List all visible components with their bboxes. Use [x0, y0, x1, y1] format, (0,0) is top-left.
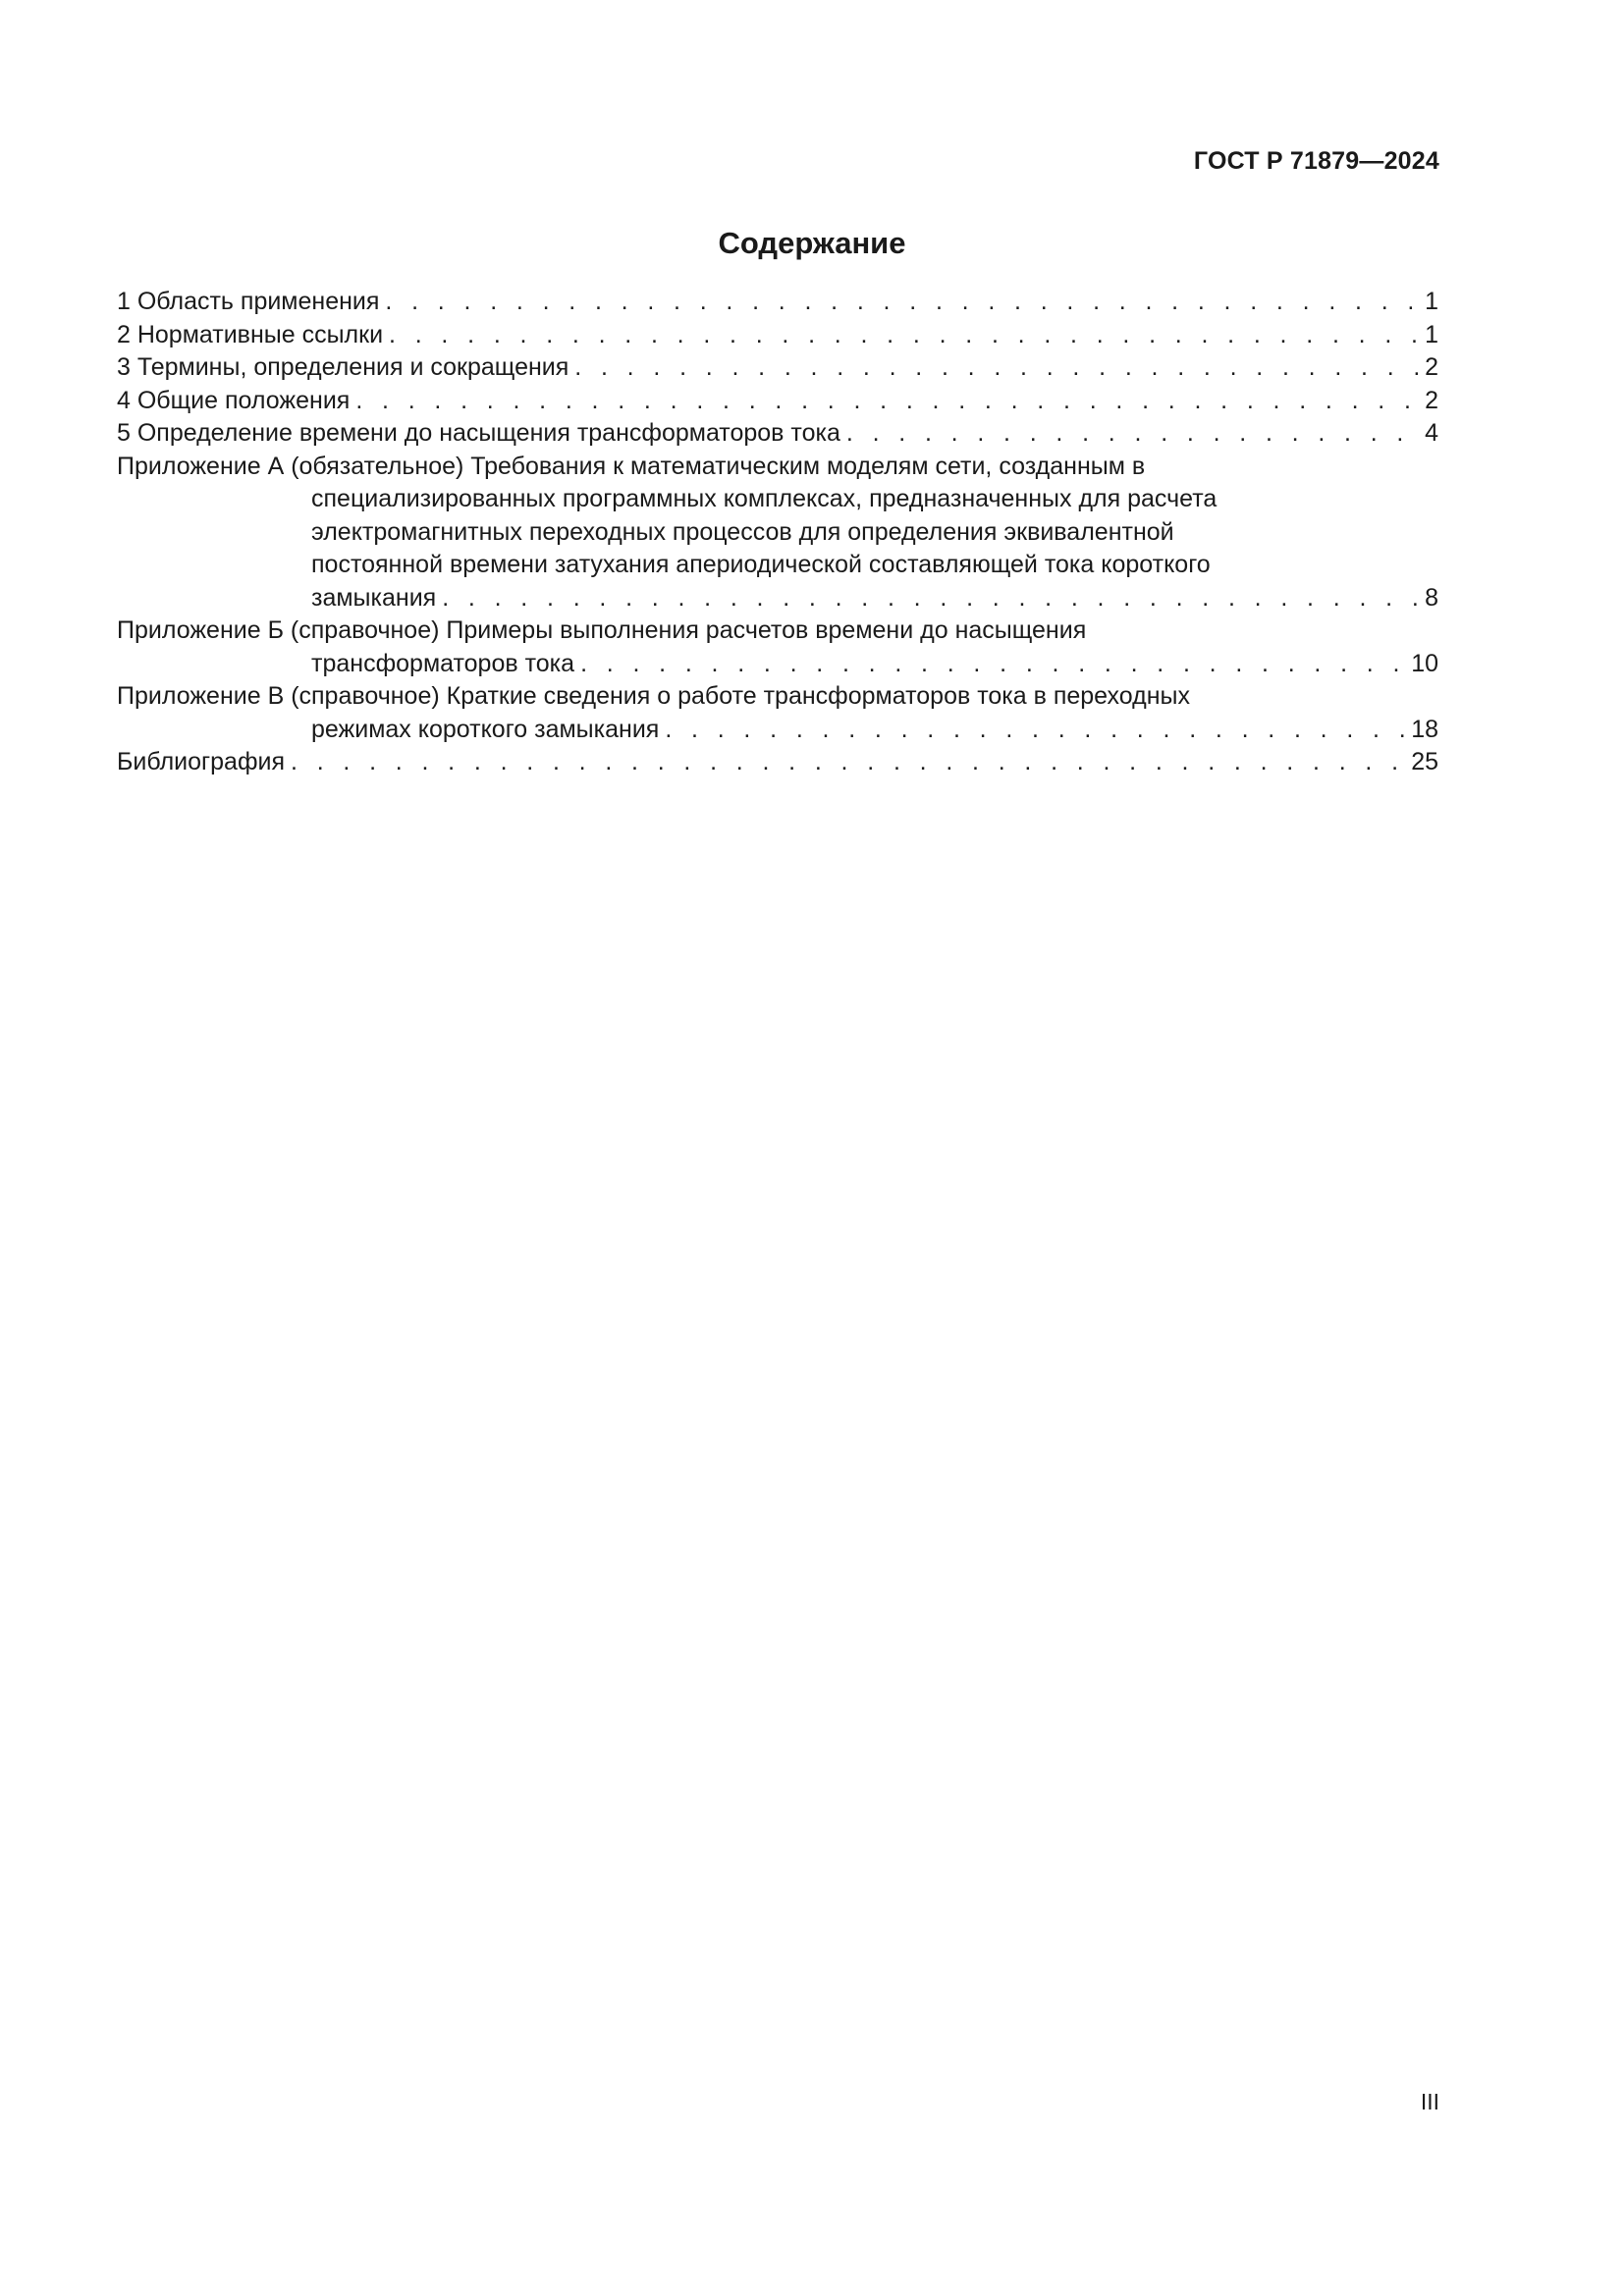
toc-leader-dots	[355, 385, 1421, 418]
toc-leader-dots	[442, 582, 1421, 615]
toc-appendix-continuation	[117, 714, 1438, 747]
toc-leader-dots	[389, 319, 1421, 352]
toc-item-page: 10	[1411, 649, 1438, 677]
toc-appendix-continuation	[117, 483, 1438, 614]
toc-item-label: трансформаторов тока	[311, 649, 575, 677]
toc-title: Содержание	[718, 226, 906, 260]
toc-leader-dots	[291, 746, 1407, 779]
toc-item-page: 18	[1411, 715, 1438, 743]
toc-leader-dots	[385, 286, 1421, 319]
toc-item-label: 1 Область применения	[117, 288, 380, 315]
toc-item-page: 8	[1425, 583, 1438, 612]
toc-item[interactable]	[117, 286, 1438, 319]
toc-bibliography[interactable]	[117, 746, 1438, 779]
toc-appendix-heading: Приложение А (обязательное) Требования к математическим моделям сети, созданным в	[117, 452, 1146, 480]
toc-item-label: 3 Термины, определения и сокращения	[117, 353, 569, 381]
document-code: ГОСТ Р 71879—2024	[1193, 147, 1439, 175]
toc-item[interactable]	[117, 351, 1438, 385]
toc-appendix-last-line	[311, 582, 1438, 615]
toc-appendix-continuation	[117, 648, 1438, 681]
toc-leader-dots	[580, 648, 1407, 681]
toc-item-label: 2 Нормативные ссылки	[117, 320, 384, 348]
toc-appendix-last-line	[311, 714, 1438, 747]
toc-leader-dots	[574, 351, 1421, 385]
toc-item-label: 5 Определение времени до насыщения трансформаторов тока	[117, 419, 840, 447]
toc-appendix-heading: Приложение Б (справочное) Примеры выполнения расчетов времени до насыщения	[117, 616, 1087, 644]
toc-appendix-last-line	[311, 648, 1438, 681]
toc-item-page: 2	[1425, 386, 1438, 414]
toc-item-label: 4 Общие положения	[117, 386, 351, 414]
toc-item-page: 1	[1425, 288, 1438, 315]
toc-appendix-a[interactable]	[117, 451, 1438, 615]
toc-item-label: режимах короткого замыкания	[311, 715, 660, 743]
toc-item-page: 4	[1425, 419, 1438, 447]
toc-appendix-heading: Приложение В (справочное) Краткие сведения о работе трансформаторов тока в переходных	[117, 682, 1190, 710]
toc-appendix-line: специализированных программных комплексах, предназначенных для расчета	[311, 485, 1218, 512]
toc-item-label: замыкания	[311, 583, 437, 612]
toc-leader-dots	[846, 417, 1421, 451]
toc-appendix-line: постоянной времени затухания апериодической составляющей тока короткого	[311, 551, 1211, 578]
toc-item[interactable]	[117, 417, 1438, 451]
toc-leader-dots	[665, 714, 1407, 747]
toc-item-page: 25	[1411, 748, 1438, 775]
toc-appendix-v[interactable]	[117, 680, 1438, 746]
toc-item[interactable]	[117, 319, 1438, 352]
table-of-contents	[117, 286, 1438, 779]
toc-item-label: Библиография	[117, 748, 286, 775]
toc-item-page: 2	[1425, 353, 1438, 381]
toc-item[interactable]	[117, 385, 1438, 418]
toc-item-page: 1	[1425, 320, 1438, 348]
toc-appendix-b[interactable]	[117, 614, 1438, 680]
page-number: III	[1420, 2089, 1439, 2114]
toc-appendix-line: электромагнитных переходных процессов для определения эквивалентной	[311, 517, 1174, 546]
